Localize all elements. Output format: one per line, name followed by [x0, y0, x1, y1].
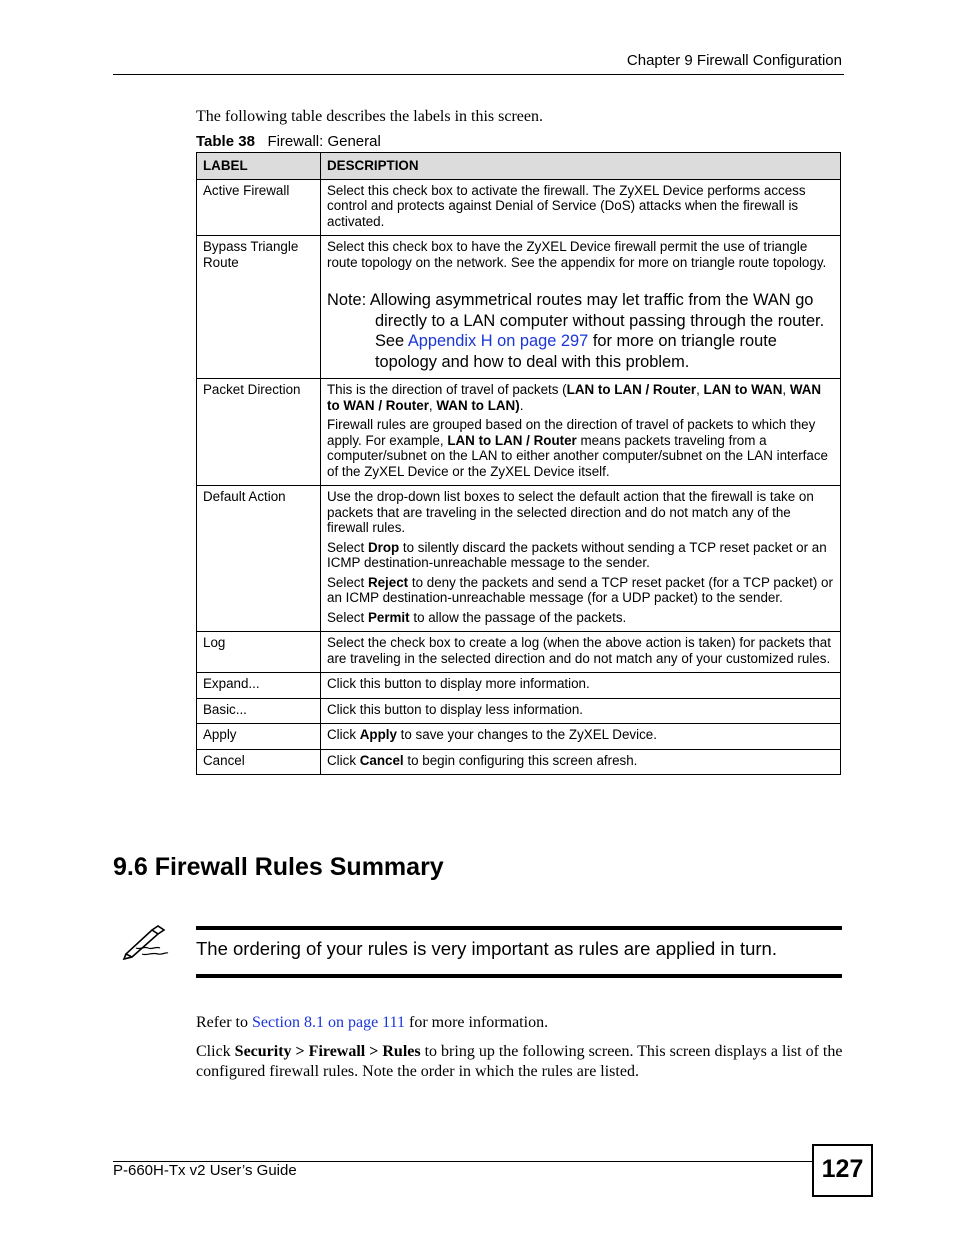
refer-paragraph [196, 1014, 548, 1032]
text-run: for more information. [405, 1014, 549, 1031]
text-run: to silently discard the packets without sending a TCP reset packet or an ICMP destination-unreachable message to the sender. [327, 539, 827, 570]
text-run: Refer to [196, 1014, 252, 1031]
note-top-bar [196, 926, 842, 930]
row-description [321, 379, 841, 486]
row-description: Click this button to display less information. [321, 698, 841, 724]
bold-term: Security > Firewall > Rules [234, 1043, 421, 1060]
description-paragraph: Select this check box to have the ZyXEL Device firewall permit the use of triangle route topology on the network. See the appendix for more on triangle route topology. [327, 239, 827, 270]
row-label: Packet Direction [197, 379, 321, 486]
text-run: Firewall rules are grouped based on the direction of travel of packets to which they apply. For example, [327, 417, 816, 448]
table-row [197, 379, 841, 486]
text-run: Select [327, 609, 368, 625]
table-caption [196, 133, 381, 150]
page-number: 127 [812, 1144, 873, 1197]
row-label: Expand... [197, 673, 321, 699]
description-paragraph: Use the drop-down list boxes to select the default action that the firewall is take on packets that are traveling in the selected direction and do not match any of the firewall rules. [327, 489, 814, 535]
table-row [197, 749, 841, 775]
firewall-general-table [196, 152, 841, 775]
note-bottom-bar [196, 974, 842, 978]
row-label: Cancel [197, 749, 321, 775]
row-label: Bypass Triangle Route [197, 236, 321, 379]
click-paragraph [196, 1042, 846, 1082]
bold-term: WAN to WAN / Router [327, 382, 822, 413]
description-paragraph [327, 382, 834, 413]
bold-term: Apply [359, 727, 397, 742]
table-row [197, 698, 841, 724]
row-description: Select this check box to activate the firewall. The ZyXEL Device performs access control and protects against Denial of Service (DoS) attacks when the firewall is activated. [321, 179, 841, 236]
row-description [321, 486, 841, 632]
table-caption-title: Firewall: General [267, 133, 381, 150]
text-run: Click [327, 752, 360, 768]
row-label: Log [197, 632, 321, 673]
table-header-row [197, 153, 841, 180]
bold-term: Drop [367, 539, 400, 555]
row-label: Apply [197, 724, 321, 750]
description-paragraph [327, 610, 834, 626]
section-heading: 9.6 Firewall Rules Summary [113, 853, 444, 881]
row-description: Click this button to display more information. [321, 673, 841, 699]
table-row [197, 486, 841, 632]
table-row [197, 179, 841, 236]
header-rule [113, 74, 844, 75]
row-description [321, 724, 841, 750]
col-header-label: LABEL [197, 153, 321, 180]
row-label: Active Firewall [197, 179, 321, 236]
description-paragraph [327, 575, 834, 606]
running-header: Chapter 9 Firewall Configuration [626, 52, 842, 69]
row-description: Select the check box to create a log (when the above action is taken) for packets that are traveling in the selected direction and do not match any of your customized rules. [321, 632, 841, 673]
note-text: The ordering of your rules is very important as rules are applied in turn. [196, 938, 777, 959]
row-description [321, 749, 841, 775]
text-run: , [696, 382, 704, 397]
table-row [197, 632, 841, 673]
col-header-description: DESCRIPTION [321, 153, 841, 180]
text-run: Click [196, 1043, 235, 1060]
note-text: Note: Allowing asymmetrical routes may let traffic from the WAN go directly to a LAN computer without passing through the router. See [327, 291, 825, 350]
text-run: This is the direction of travel of packets ( [327, 382, 567, 397]
intro-text: The following table describes the labels in this screen. [196, 108, 544, 125]
description-paragraph [327, 417, 834, 479]
table-caption-number: Table 38 [196, 133, 255, 150]
bold-term: WAN to LAN) [436, 397, 520, 413]
text-run: , [782, 382, 790, 397]
row-label: Basic... [197, 698, 321, 724]
text-run: to allow the passage of the packets. [409, 609, 627, 625]
bold-term: LAN to WAN [703, 382, 783, 397]
bold-term: LAN to LAN / Router [447, 432, 577, 448]
bold-term: LAN to LAN / Router [566, 382, 697, 397]
table-row [197, 673, 841, 699]
text-run: Select [327, 574, 368, 590]
bold-term: Cancel [359, 752, 404, 768]
note-pen-icon [122, 924, 172, 960]
note-text-end: for more on triangle route topology and how to deal with this problem. [375, 332, 777, 371]
row-label: Default Action [197, 486, 321, 632]
note-paragraph [327, 290, 834, 372]
text-run: to begin configuring this screen afresh. [403, 752, 638, 768]
text-run: to deny the packets and send a TCP reset packet (for a TCP packet) or an ICMP destination-unreachable message (for a UDP packet) to the sender. [327, 574, 833, 605]
text-run: . [519, 397, 524, 413]
row-description [321, 236, 841, 379]
section-8-1-link[interactable]: Section 8.1 on page 111 [251, 1014, 405, 1031]
table-row [197, 236, 841, 379]
description-paragraph [327, 540, 834, 571]
footer-guide-title: P-660H-Tx v2 User’s Guide [113, 1162, 297, 1179]
text-run: , [428, 397, 437, 413]
bold-term: Reject [367, 574, 409, 590]
bold-term: Permit [367, 609, 410, 625]
text-run: to save your changes to the ZyXEL Device. [396, 727, 657, 742]
text-run: to bring up the following screen. This screen displays a list of the configured firewall rules. Note the order in which the rules are listed. [196, 1043, 843, 1080]
text-run: means packets traveling from a computer/subnet on the LAN to either another computer/subnet on the LAN interface of the ZyXEL Device or the ZyXEL Device itself. [327, 432, 828, 479]
text-run: Click [327, 727, 360, 742]
table-row [197, 724, 841, 750]
text-run: Select [327, 539, 368, 555]
appendix-h-link[interactable]: Appendix H on page 297 [407, 332, 589, 350]
